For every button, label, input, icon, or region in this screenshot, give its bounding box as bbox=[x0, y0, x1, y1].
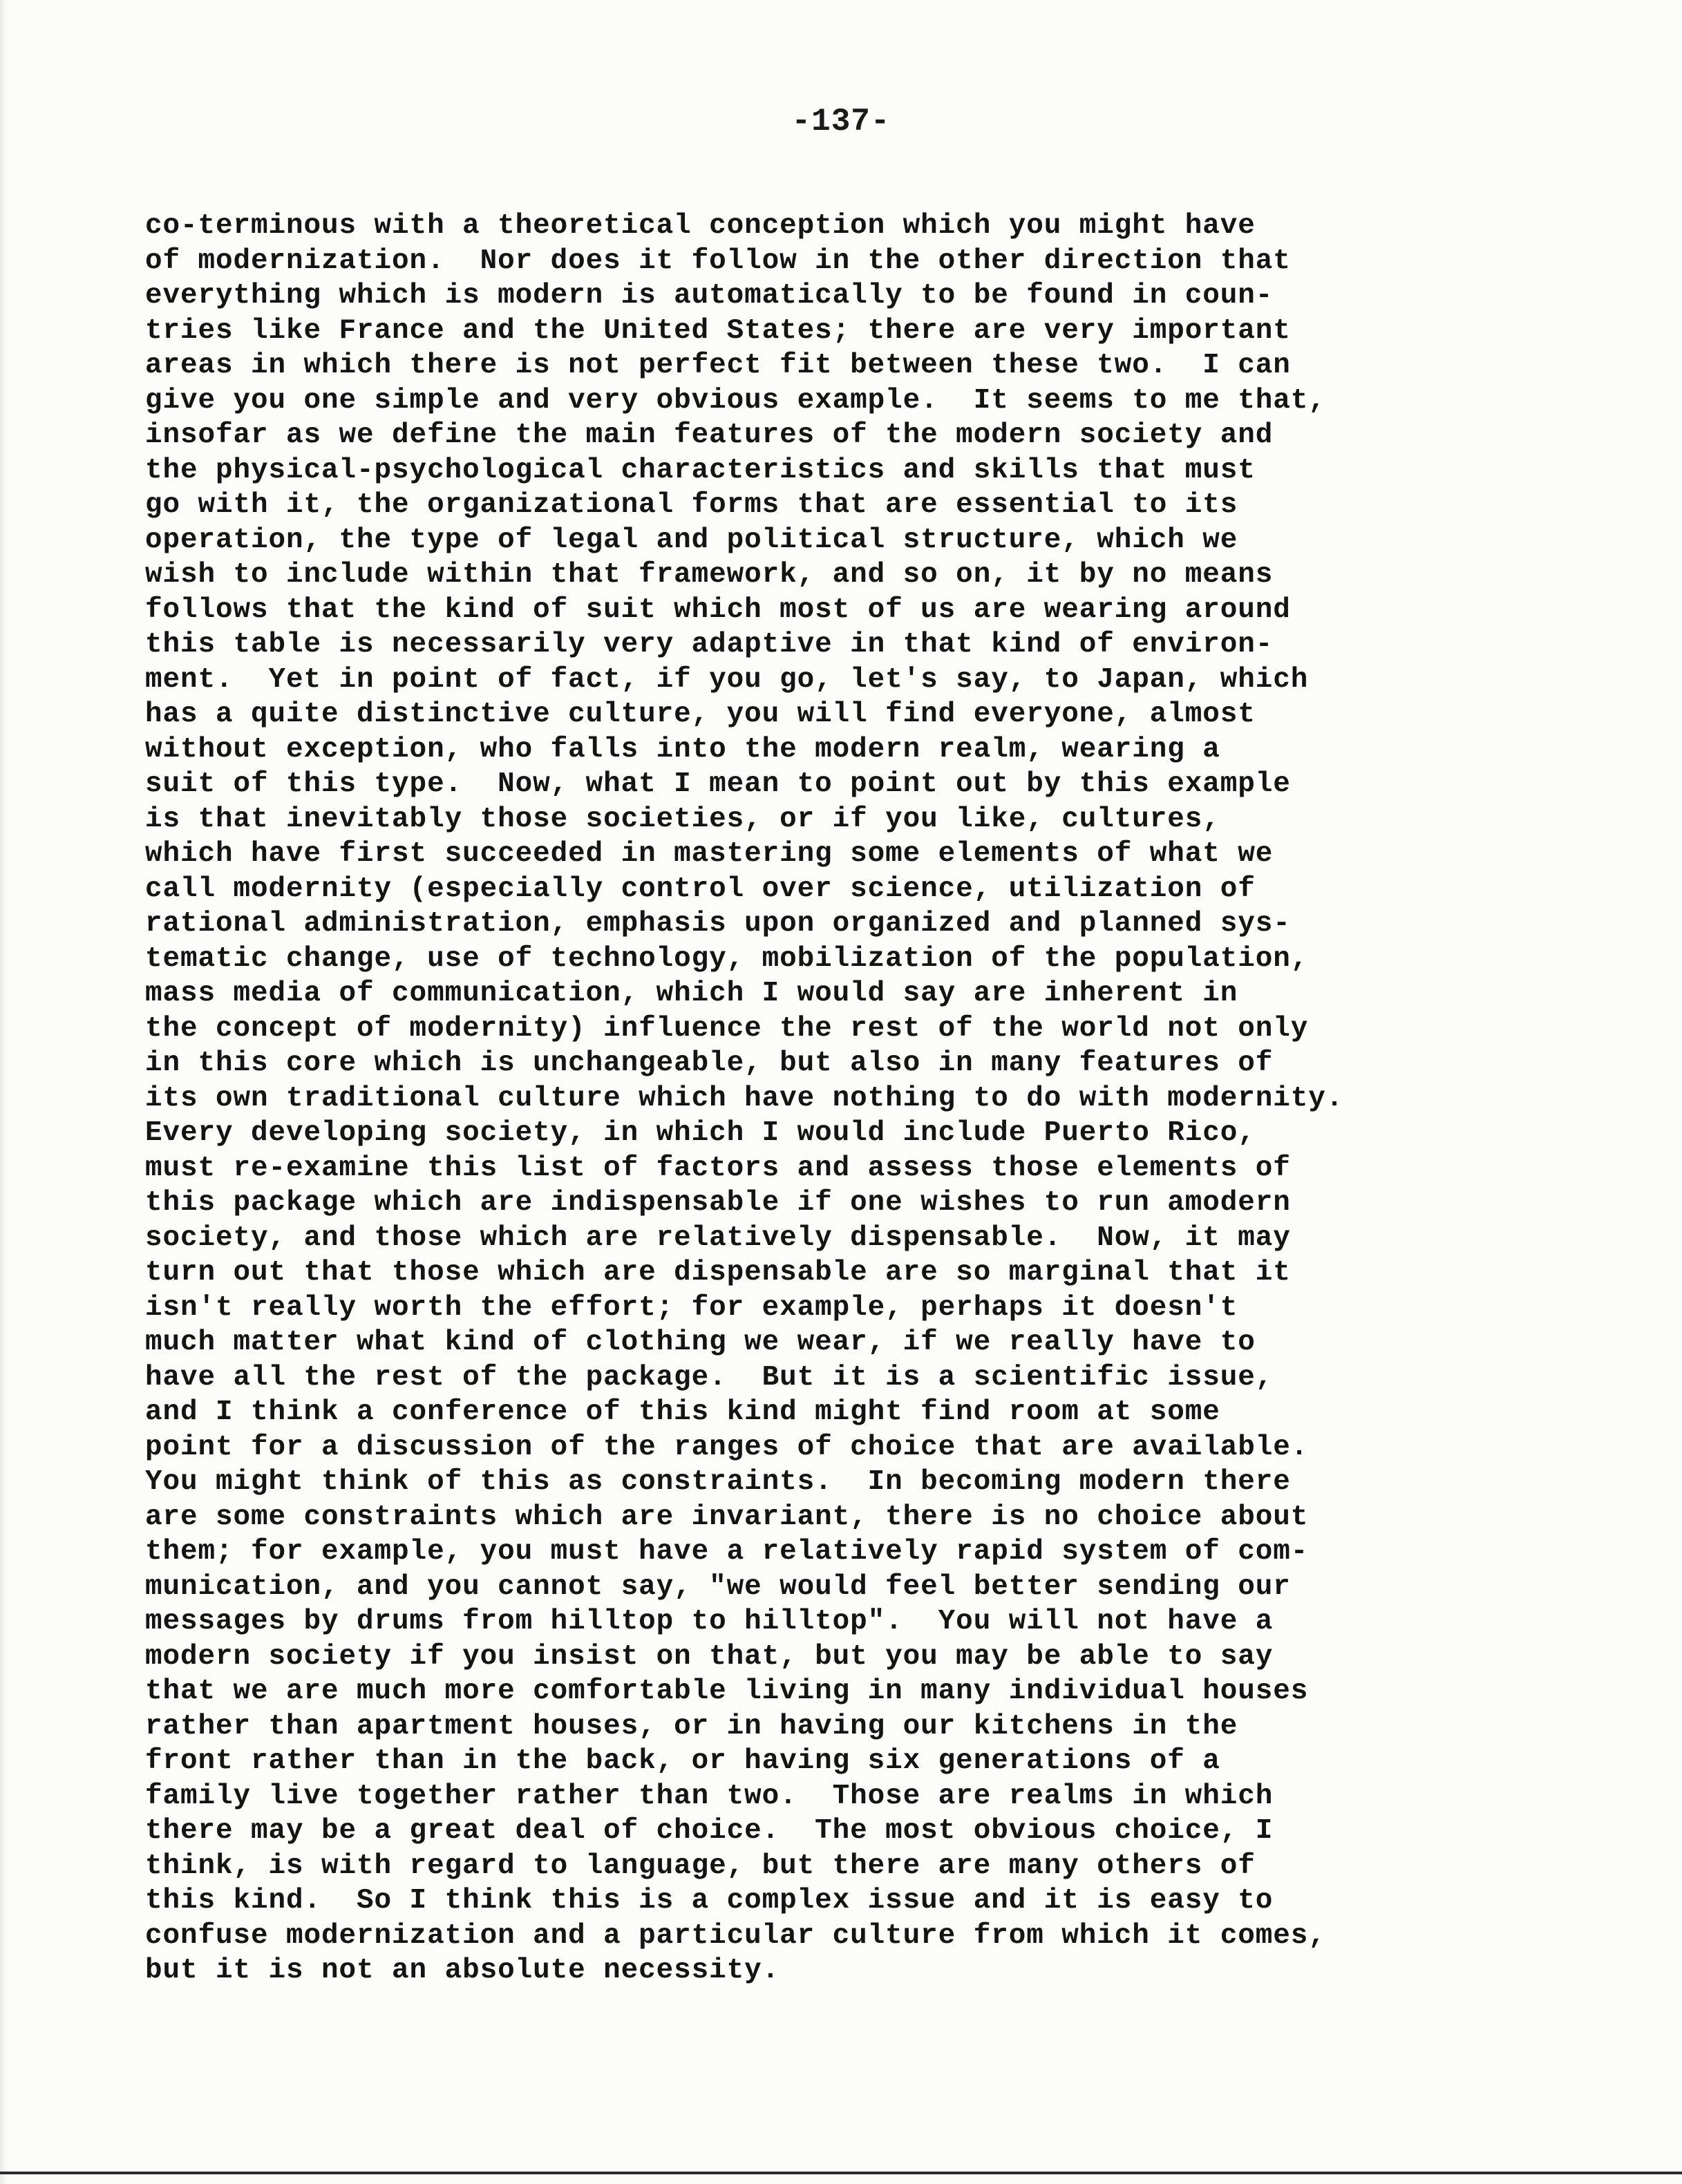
text-line: suit of this type. Now, what I mean to point out by this example bbox=[145, 768, 1291, 800]
text-line: Every developing society, in which I would include Puerto Rico, bbox=[145, 1117, 1256, 1149]
text-line: tematic change, use of technology, mobilization of the population, bbox=[145, 942, 1309, 975]
text-line: which have first succeeded in mastering some elements of what we bbox=[145, 838, 1274, 870]
text-line: tries like France and the United States; there are very important bbox=[145, 314, 1291, 347]
text-line: modern society if you insist on that, but you may be able to say bbox=[145, 1640, 1274, 1673]
text-line: point for a discussion of the ranges of choice that are available. bbox=[145, 1431, 1309, 1463]
text-line: much matter what kind of clothing we wear, if we really have to bbox=[145, 1327, 1256, 1358]
text-line: everything which is modern is automatically to be found in coun- bbox=[145, 280, 1274, 312]
text-line: this table is necessarily very adaptive in that kind of environ- bbox=[145, 629, 1274, 661]
text-line: messages by drums from hilltop to hilltop". You will not have a bbox=[145, 1606, 1274, 1637]
text-line: this kind. So I think this is a complex issue and it is easy to bbox=[145, 1885, 1274, 1917]
text-line: rather than apartment houses, or in having our kitchens in the bbox=[145, 1710, 1238, 1743]
text-line: them; for example, you must have a relatively rapid system of com- bbox=[145, 1536, 1309, 1568]
text-line: mass media of communication, which I would say are inherent in bbox=[145, 978, 1238, 1009]
text-line: ment. Yet in point of fact, if you go, let's say, to Japan, which bbox=[145, 663, 1309, 696]
text-line: its own traditional culture which have nothing to do with modernity. bbox=[145, 1082, 1344, 1114]
text-line: are some constraints which are invariant, there is no choice about bbox=[145, 1501, 1309, 1533]
text-line: turn out that those which are dispensable are so marginal that it bbox=[145, 1257, 1291, 1289]
text-line: have all the rest of the package. But it is a scientific issue, bbox=[145, 1361, 1274, 1394]
text-line: wish to include within that framework, and so on, it by no means bbox=[145, 559, 1274, 591]
text-line: front rather than in the back, or having six generations of a bbox=[145, 1745, 1220, 1777]
page-number: -137- bbox=[791, 104, 891, 140]
text-line: go with it, the organizational forms that are essential to its bbox=[145, 489, 1238, 521]
text-line: the physical-psychological characteristics and skills that must bbox=[145, 454, 1256, 486]
text-line: without exception, who falls into the modern realm, wearing a bbox=[145, 733, 1220, 766]
text-line: is that inevitably those societies, or if you like, cultures, bbox=[145, 803, 1220, 835]
text-line: society, and those which are relatively dispensable. Now, it may bbox=[145, 1222, 1291, 1254]
text-line: follows that the kind of suit which most of us are wearing around bbox=[145, 594, 1291, 626]
text-line: confuse modernization and a particular culture from which it comes, bbox=[145, 1919, 1326, 1952]
text-line: isn't really worth the effort; for example, perhaps it doesn't bbox=[145, 1291, 1238, 1324]
text-line: and I think a conference of this kind might find room at some bbox=[145, 1396, 1220, 1428]
text-line: give you one simple and very obvious example. It seems to me that, bbox=[145, 384, 1326, 417]
text-line: family live together rather than two. Those are realms in which bbox=[145, 1780, 1274, 1812]
text-line: operation, the type of legal and political structure, which we bbox=[145, 524, 1238, 556]
page-edge-shadow bbox=[0, 0, 7, 2184]
text-line: call modernity (especially control over science, utilization of bbox=[145, 873, 1256, 905]
text-line: there may be a great deal of choice. The most obvious choice, I bbox=[145, 1815, 1274, 1847]
text-line: the concept of modernity) influence the rest of the world not only bbox=[145, 1012, 1309, 1045]
text-line: co-terminous with a theoretical conception which you might have bbox=[145, 210, 1256, 242]
text-line: munication, and you cannot say, "we would feel better sending our bbox=[145, 1570, 1291, 1603]
body-text bbox=[145, 209, 1555, 1988]
bottom-rule bbox=[0, 2172, 1682, 2174]
text-line: You might think of this as constraints. In becoming modern there bbox=[145, 1466, 1291, 1498]
text-line: in this core which is unchangeable, but also in many features of bbox=[145, 1047, 1274, 1079]
text-line: think, is with regard to language, but there are many others of bbox=[145, 1850, 1256, 1882]
text-line: must re-examine this list of factors and assess those elements of bbox=[145, 1152, 1291, 1184]
text-line: that we are much more comfortable living in many individual houses bbox=[145, 1675, 1309, 1707]
text-line: has a quite distinctive culture, you will find everyone, almost bbox=[145, 699, 1256, 730]
text-line: of modernization. Nor does it follow in the other direction that bbox=[145, 245, 1291, 277]
text-line: this package which are indispensable if one wishes to run amodern bbox=[145, 1187, 1291, 1219]
text-line: areas in which there is not perfect fit between these two. I can bbox=[145, 350, 1291, 381]
text-line: but it is not an absolute necessity. bbox=[145, 1955, 780, 1986]
text-line: rational administration, emphasis upon organized and planned sys- bbox=[145, 908, 1291, 940]
text-line: insofar as we define the main features of the modern society and bbox=[145, 419, 1274, 451]
